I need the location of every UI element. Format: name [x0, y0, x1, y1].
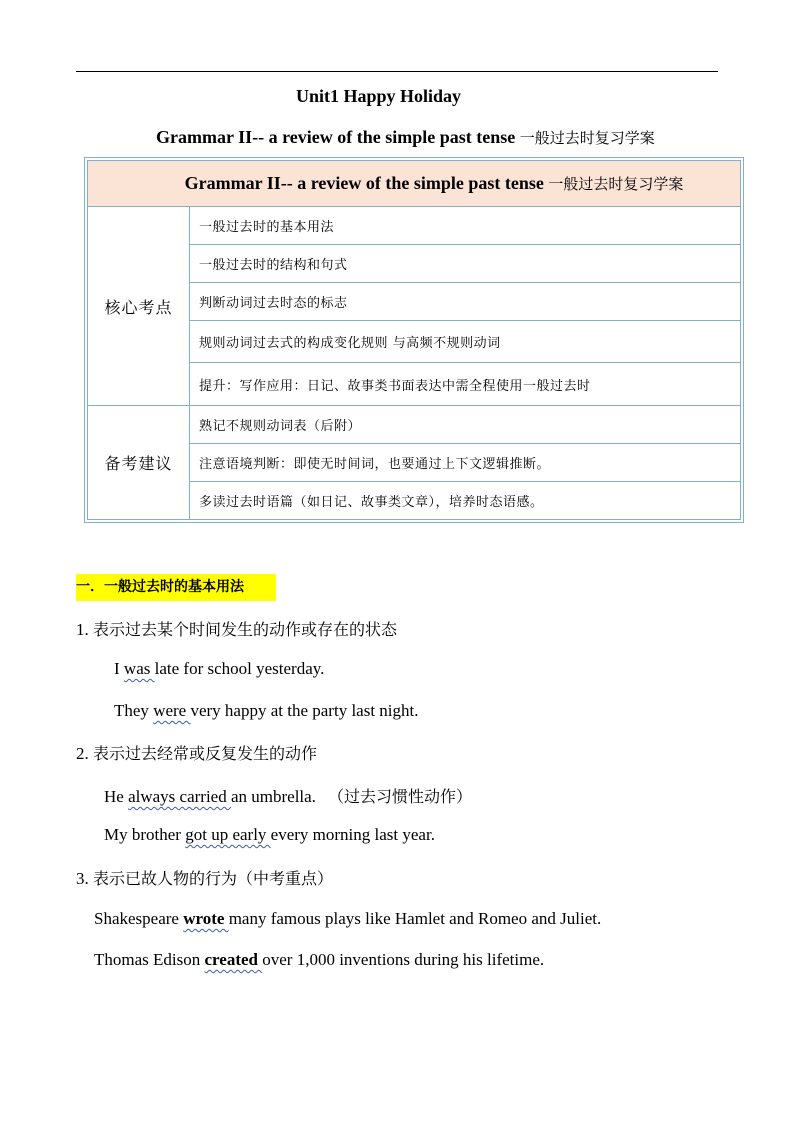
example-text: many famous plays like Hamlet and Romeo and Juliet. [228, 909, 602, 928]
example-sentence [104, 825, 435, 845]
example-note: （过去习惯性动作） [327, 787, 472, 806]
core-point-item: 规则动词过去式的构成变化规则 与高频不规则动词 [190, 321, 741, 363]
example-text: Shakespeare [94, 909, 184, 928]
marked-verb: was [123, 659, 155, 678]
core-point-item: 判断动词过去时态的标志 [190, 283, 741, 321]
group-label-exam-tips: 备考建议 [88, 406, 190, 520]
point-text: 表示过去某个时间发生的动作或存在的状态 [93, 620, 398, 639]
summary-table [84, 157, 744, 523]
example-text: very happy at the party last night. [190, 701, 419, 720]
table-header-chinese: 一般过去时复习学案 [548, 175, 684, 193]
core-point-item: 一般过去时的结构和句式 [190, 245, 741, 283]
example-text: They [114, 701, 154, 720]
example-sentence [114, 659, 324, 679]
point-text: 表示过去经常或反复发生的动作 [93, 744, 318, 763]
marked-verb: got up early [185, 825, 271, 844]
exam-tip-item: 多读过去时语篇（如日记、故事类文章），培养时态语感。 [190, 482, 741, 520]
marked-verb: wrote [183, 909, 229, 928]
table-header-english: Grammar II-- a review of the simple past tense [184, 173, 544, 193]
table-header [88, 161, 741, 207]
exam-tip-item: 熟记不规则动词表（后附） [190, 406, 741, 444]
example-sentence [94, 909, 601, 929]
marked-verb: created [204, 950, 263, 969]
top-rule [76, 71, 718, 72]
point-number: 3. [76, 869, 89, 888]
section-heading: 一．一般过去时的基本用法 [76, 574, 276, 601]
example-text: Thomas Edison [94, 950, 205, 969]
point-heading [76, 617, 397, 640]
example-text: every morning last year. [270, 825, 435, 844]
page-subtitle [156, 127, 655, 148]
example-text: I [114, 659, 124, 678]
page-title: Unit1 Happy Holiday [296, 86, 462, 106]
core-point-item: 提升：写作应用：日记、故事类书面表达中需全程使用一般过去时 [190, 363, 741, 406]
example-text: He [104, 787, 129, 806]
example-sentence [94, 950, 544, 970]
marked-verb: always carried [128, 787, 231, 806]
exam-tip-item: 注意语境判断：即使无时间词，也要通过上下文逻辑推断。 [190, 444, 741, 482]
core-point-item: 一般过去时的基本用法 [190, 207, 741, 245]
example-sentence [104, 784, 472, 807]
group-label-core-points: 核心考点 [88, 207, 190, 406]
example-text: over 1,000 inventions during his lifetime. [262, 950, 545, 969]
example-text: late for school yesterday. [154, 659, 325, 678]
example-text: My brother [104, 825, 186, 844]
subtitle-chinese: 一般过去时复习学案 [519, 129, 655, 147]
subtitle-english: Grammar II-- a review of the simple past tense [156, 127, 516, 147]
point-text: 表示已故人物的行为（中考重点） [93, 869, 334, 888]
example-sentence [114, 701, 419, 721]
point-heading [76, 866, 333, 889]
marked-verb: were [153, 701, 191, 720]
point-heading [76, 741, 317, 764]
example-text: an umbrella. [230, 787, 316, 806]
point-number: 1. [76, 620, 89, 639]
point-number: 2. [76, 744, 89, 763]
